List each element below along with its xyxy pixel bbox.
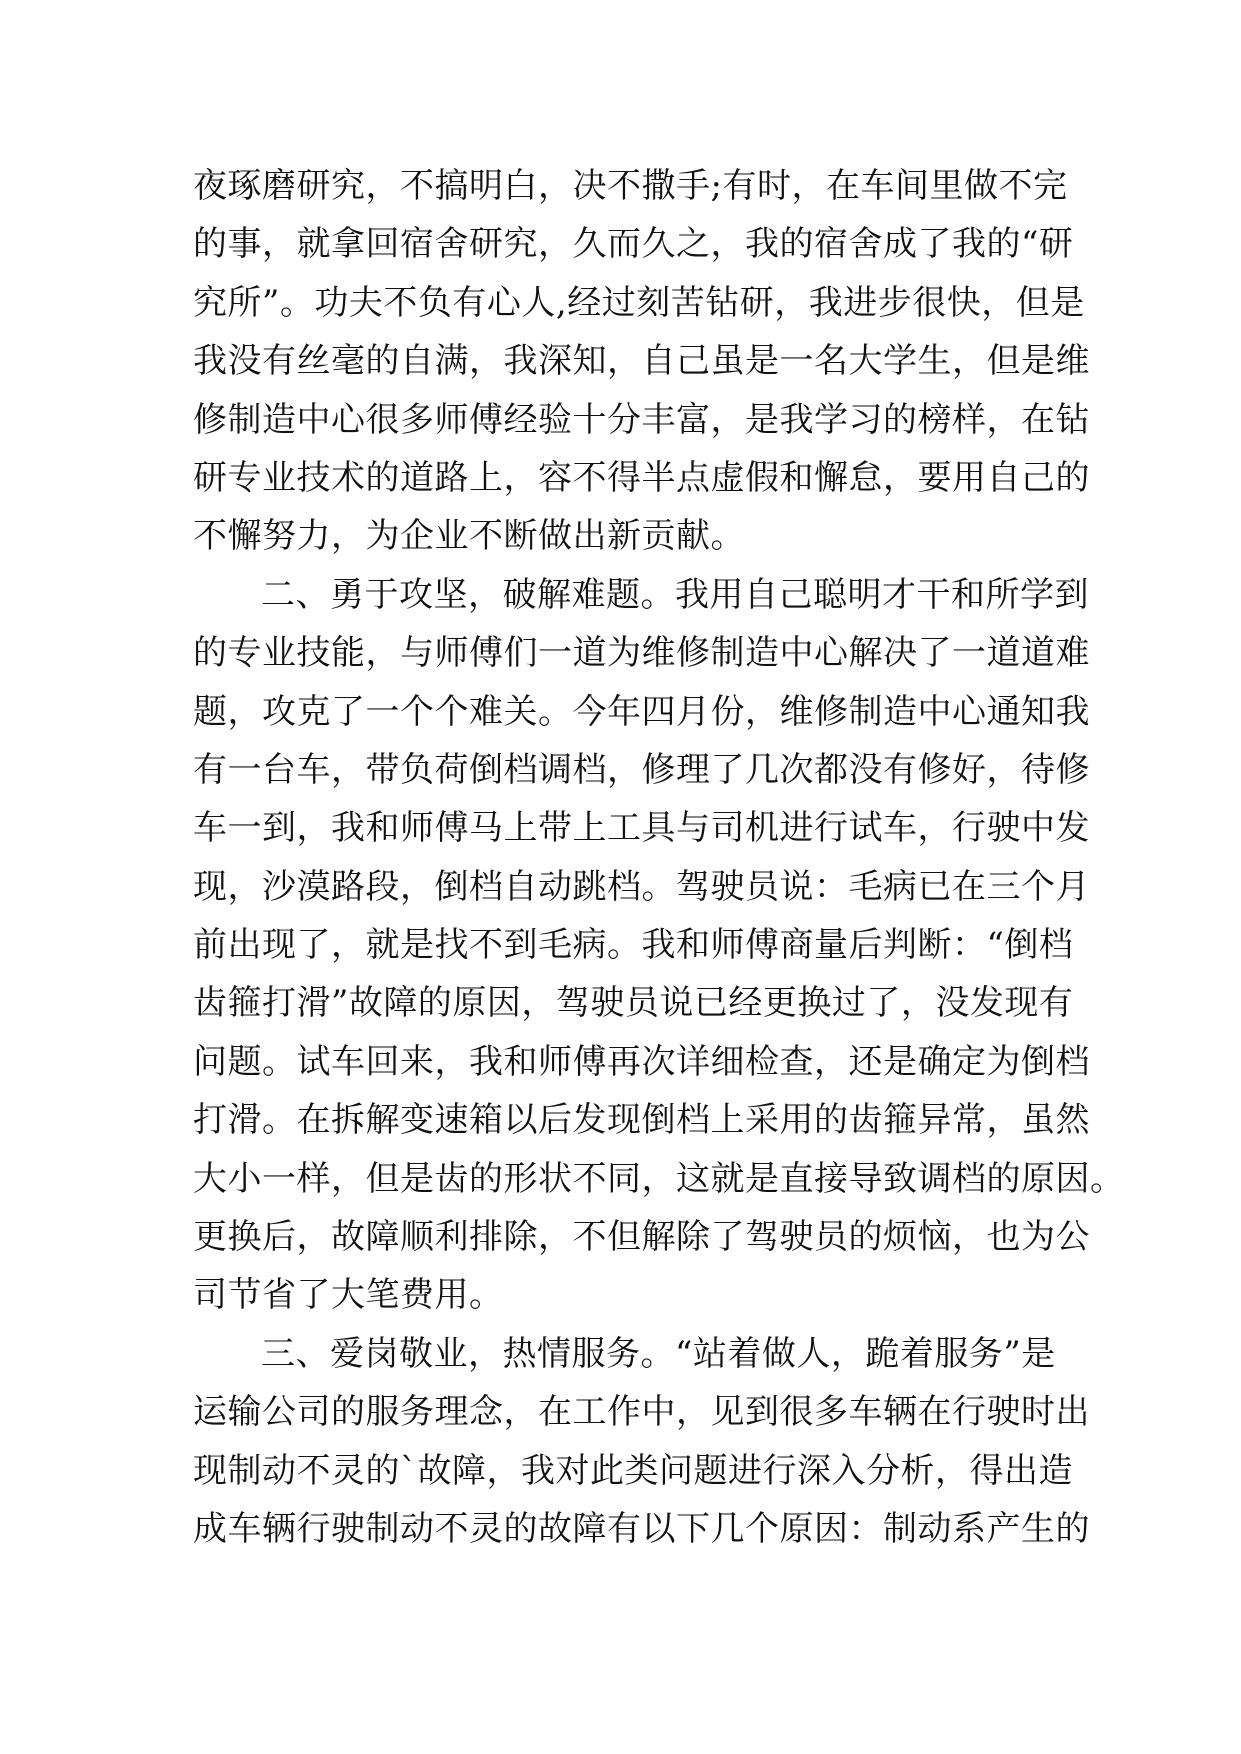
paragraph-heading-three: 三、爱岗敬业，热情服务。“站着做人，跪着服务”是: [261, 1333, 1056, 1374]
text-line: 司节省了大笔费用。: [193, 1275, 504, 1316]
text-line: 前出现了，就是找不到毛病。我和师傅商量后判断：“倒档: [193, 925, 1074, 966]
text-line: 夜琢磨研究，不搞明白，决不撒手;有时，在车间里做不完: [193, 166, 1068, 206]
text-line: 车一到，我和师傅马上带上工具与司机进行试车，行驶中发: [193, 808, 1090, 849]
text-line: 更换后，故障顺利排除，不但解除了驾驶员的烦恼，也为公: [193, 1217, 1090, 1258]
text-line: 现，沙漠路段，倒档自动跳档。驾驶员说：毛病已在三个月: [193, 866, 1090, 907]
text-line: 的专业技能，与师傅们一道为维修制造中心解决了一道道难: [193, 633, 1090, 674]
paragraph-heading-two: 二、勇于攻坚，破解难题。我用自己聪明才干和所学到: [261, 574, 1089, 615]
text-line: 的事，就拿回宿舍研究，久而久之，我的宿舍成了我的“研: [193, 224, 1074, 265]
text-line: 打滑。在拆解变速箱以后发现倒档上采用的齿箍异常，虽然: [193, 1100, 1090, 1141]
text-line: 研专业技术的道路上，容不得半点虚假和懈怠，要用自己的: [193, 457, 1090, 498]
text-line: 运输公司的服务理念，在工作中，见到很多车辆在行驶时出: [193, 1392, 1090, 1433]
text-line: 我没有丝毫的自满，我深知，自己虽是一名大学生，但是维: [193, 341, 1090, 382]
text-line: 大小一样，但是齿的形状不同，这就是直接导致调档的原因。: [193, 1158, 1125, 1199]
text-line: 问题。试车回来，我和师傅再次详细检查，还是确定为倒档: [193, 1041, 1090, 1082]
text-line: 现制动不灵的`故障，我对此类问题进行深入分析，得出造: [193, 1450, 1073, 1491]
text-line: 题，攻克了一个个难关。今年四月份，维修制造中心通知我: [193, 691, 1090, 732]
text-line: 究所”。功夫不负有心人,经过刻苦钻研，我进步很快，但是: [193, 282, 1085, 323]
body-text: [193, 157, 1125, 1558]
text-line: 有一台车，带负荷倒档调档，修理了几次都没有修好，待修: [193, 749, 1090, 790]
text-line: 齿箍打滑”故障的原因，驾驶员说已经更换过了，没发现有: [193, 983, 1074, 1024]
text-line: 不懈努力，为企业不断做出新贡献。: [193, 516, 745, 557]
text-line: 成车辆行驶制动不灵的故障有以下几个原因：制动系产生的: [193, 1508, 1090, 1549]
text-line: 修制造中心很多师傅经验十分丰富，是我学习的榜样，在钻: [193, 399, 1090, 440]
